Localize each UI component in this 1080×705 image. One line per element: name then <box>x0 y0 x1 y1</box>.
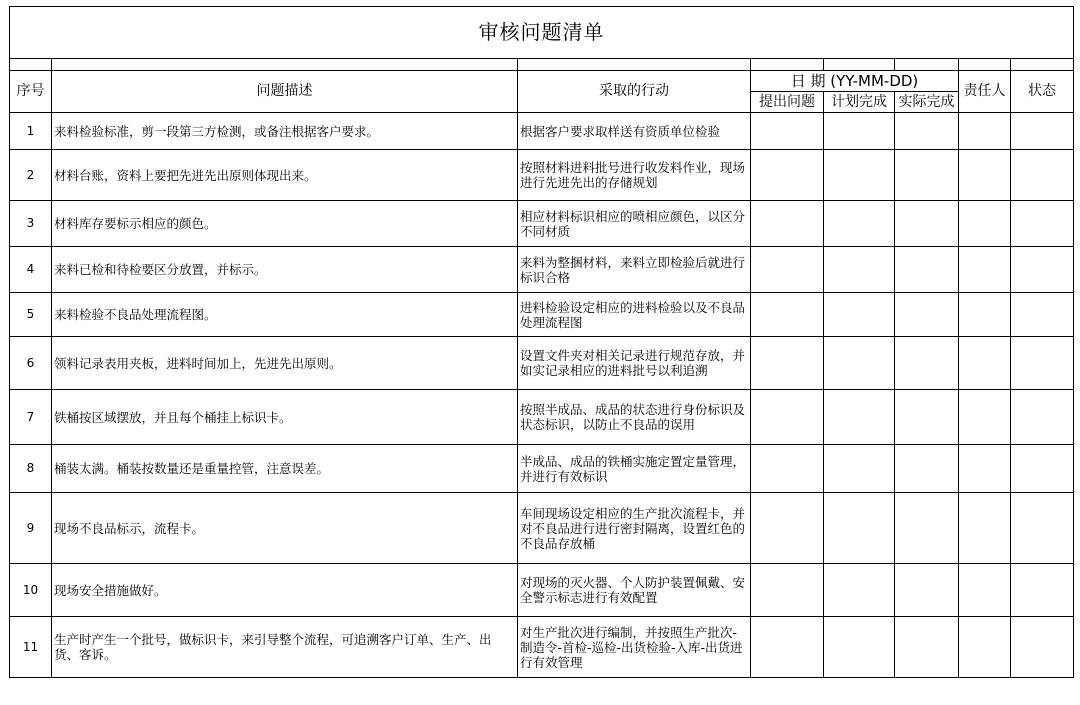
status-cell <box>1011 293 1074 337</box>
date-planned-cell <box>824 617 895 678</box>
problem-description: 来料已检和待检要区分放置，并标示。 <box>52 247 518 293</box>
date-planned-cell <box>824 247 895 293</box>
row-number: 1 <box>10 113 52 150</box>
table-body <box>10 113 1074 678</box>
table-row <box>10 493 1074 564</box>
action-taken: 相应材料标识相应的喷相应颜色，以区分不同材质 <box>518 201 751 247</box>
table-row <box>10 201 1074 247</box>
problem-description: 领料记录表用夹板，进料时间加上，先进先出原则。 <box>52 337 518 390</box>
date-actual-cell <box>895 201 959 247</box>
problem-description: 材料库存要标示相应的颜色。 <box>52 201 518 247</box>
header-status: 状态 <box>1011 71 1074 113</box>
problem-description: 现场不良品标示，流程卡。 <box>52 493 518 564</box>
action-taken: 根据客户要求取样送有资质单位检验 <box>518 113 751 150</box>
page-title: 审核问题清单 <box>10 7 1074 59</box>
action-taken: 半成品、成品的铁桶实施定置定量管理，并进行有效标识 <box>518 445 751 493</box>
table-row <box>10 150 1074 201</box>
action-taken: 对生产批次进行编制，并按照生产批次-制造令-首检-巡检-出货检验-入库-出货进行有效管理 <box>518 617 751 678</box>
date-planned-cell <box>824 445 895 493</box>
date-raised-cell <box>751 293 824 337</box>
spacer-row <box>10 59 1074 71</box>
header-date-group: 日 期 (YY-MM-DD) <box>751 71 959 92</box>
date-actual-cell <box>895 113 959 150</box>
status-cell <box>1011 113 1074 150</box>
owner-cell <box>959 337 1011 390</box>
date-planned-cell <box>824 390 895 445</box>
problem-description: 桶装太满。桶装按数量还是重量控管，注意误差。 <box>52 445 518 493</box>
owner-cell <box>959 293 1011 337</box>
header-problem: 问题描述 <box>52 71 518 113</box>
header-actual: 实际完成 <box>895 92 959 113</box>
audit-issue-table <box>9 6 1074 678</box>
action-taken: 按照材料进料批号进行收发料作业，现场进行先进先出的存储规划 <box>518 150 751 201</box>
date-raised-cell <box>751 390 824 445</box>
date-planned-cell <box>824 337 895 390</box>
status-cell <box>1011 390 1074 445</box>
status-cell <box>1011 150 1074 201</box>
table-row <box>10 293 1074 337</box>
table-row <box>10 564 1074 617</box>
action-taken: 进料检验设定相应的进料检验以及不良品处理流程图 <box>518 293 751 337</box>
date-actual-cell <box>895 247 959 293</box>
status-cell <box>1011 337 1074 390</box>
row-number: 11 <box>10 617 52 678</box>
table-row <box>10 390 1074 445</box>
date-actual-cell <box>895 390 959 445</box>
date-actual-cell <box>895 445 959 493</box>
table-row <box>10 247 1074 293</box>
owner-cell <box>959 201 1011 247</box>
row-number: 8 <box>10 445 52 493</box>
date-actual-cell <box>895 564 959 617</box>
date-actual-cell <box>895 293 959 337</box>
date-planned-cell <box>824 564 895 617</box>
table-row <box>10 337 1074 390</box>
header-seq: 序号 <box>10 71 52 113</box>
action-taken: 来料为整捆材料，来料立即检验后就进行标识合格 <box>518 247 751 293</box>
owner-cell <box>959 493 1011 564</box>
table-row <box>10 617 1074 678</box>
problem-description: 材料台账，资料上要把先进先出原则体现出来。 <box>52 150 518 201</box>
row-number: 3 <box>10 201 52 247</box>
owner-cell <box>959 564 1011 617</box>
problem-description: 现场安全措施做好。 <box>52 564 518 617</box>
action-taken: 对现场的灭火器、个人防护装置佩戴、安全警示标志进行有效配置 <box>518 564 751 617</box>
row-number: 6 <box>10 337 52 390</box>
action-taken: 车间现场设定相应的生产批次流程卡，并对不良品进行进行密封隔离，设置红色的不良品存放桶 <box>518 493 751 564</box>
row-number: 5 <box>10 293 52 337</box>
action-taken: 设置文件夹对相关记录进行规范存放，并如实记录相应的进料批号以利追溯 <box>518 337 751 390</box>
row-number: 7 <box>10 390 52 445</box>
date-actual-cell <box>895 617 959 678</box>
row-number: 10 <box>10 564 52 617</box>
status-cell <box>1011 247 1074 293</box>
header-raised: 提出问题 <box>751 92 824 113</box>
status-cell <box>1011 445 1074 493</box>
date-actual-cell <box>895 337 959 390</box>
date-raised-cell <box>751 564 824 617</box>
date-planned-cell <box>824 150 895 201</box>
problem-description: 来料检验不良品处理流程图。 <box>52 293 518 337</box>
date-raised-cell <box>751 617 824 678</box>
date-actual-cell <box>895 493 959 564</box>
table-row <box>10 113 1074 150</box>
header-planned: 计划完成 <box>824 92 895 113</box>
date-planned-cell <box>824 493 895 564</box>
header-owner: 责任人 <box>959 71 1011 113</box>
date-raised-cell <box>751 201 824 247</box>
owner-cell <box>959 445 1011 493</box>
problem-description: 来料检验标准，剪一段第三方检测，或备注根据客户要求。 <box>52 113 518 150</box>
header-action: 采取的行动 <box>518 71 751 113</box>
date-raised-cell <box>751 247 824 293</box>
status-cell <box>1011 564 1074 617</box>
problem-description: 铁桶按区域摆放，并且每个桶挂上标识卡。 <box>52 390 518 445</box>
owner-cell <box>959 113 1011 150</box>
status-cell <box>1011 201 1074 247</box>
status-cell <box>1011 493 1074 564</box>
row-number: 2 <box>10 150 52 201</box>
date-raised-cell <box>751 337 824 390</box>
date-planned-cell <box>824 201 895 247</box>
action-taken: 按照半成品、成品的状态进行身份标识及状态标识，以防止不良品的误用 <box>518 390 751 445</box>
row-number: 9 <box>10 493 52 564</box>
owner-cell <box>959 247 1011 293</box>
date-planned-cell <box>824 113 895 150</box>
date-actual-cell <box>895 150 959 201</box>
row-number: 4 <box>10 247 52 293</box>
owner-cell <box>959 617 1011 678</box>
status-cell <box>1011 617 1074 678</box>
date-raised-cell <box>751 445 824 493</box>
date-raised-cell <box>751 493 824 564</box>
table-row <box>10 445 1074 493</box>
owner-cell <box>959 150 1011 201</box>
date-raised-cell <box>751 113 824 150</box>
date-raised-cell <box>751 150 824 201</box>
problem-description: 生产时产生一个批号，做标识卡，来引导整个流程，可追溯客户订单、生产、出货、客诉。 <box>52 617 518 678</box>
date-planned-cell <box>824 293 895 337</box>
owner-cell <box>959 390 1011 445</box>
